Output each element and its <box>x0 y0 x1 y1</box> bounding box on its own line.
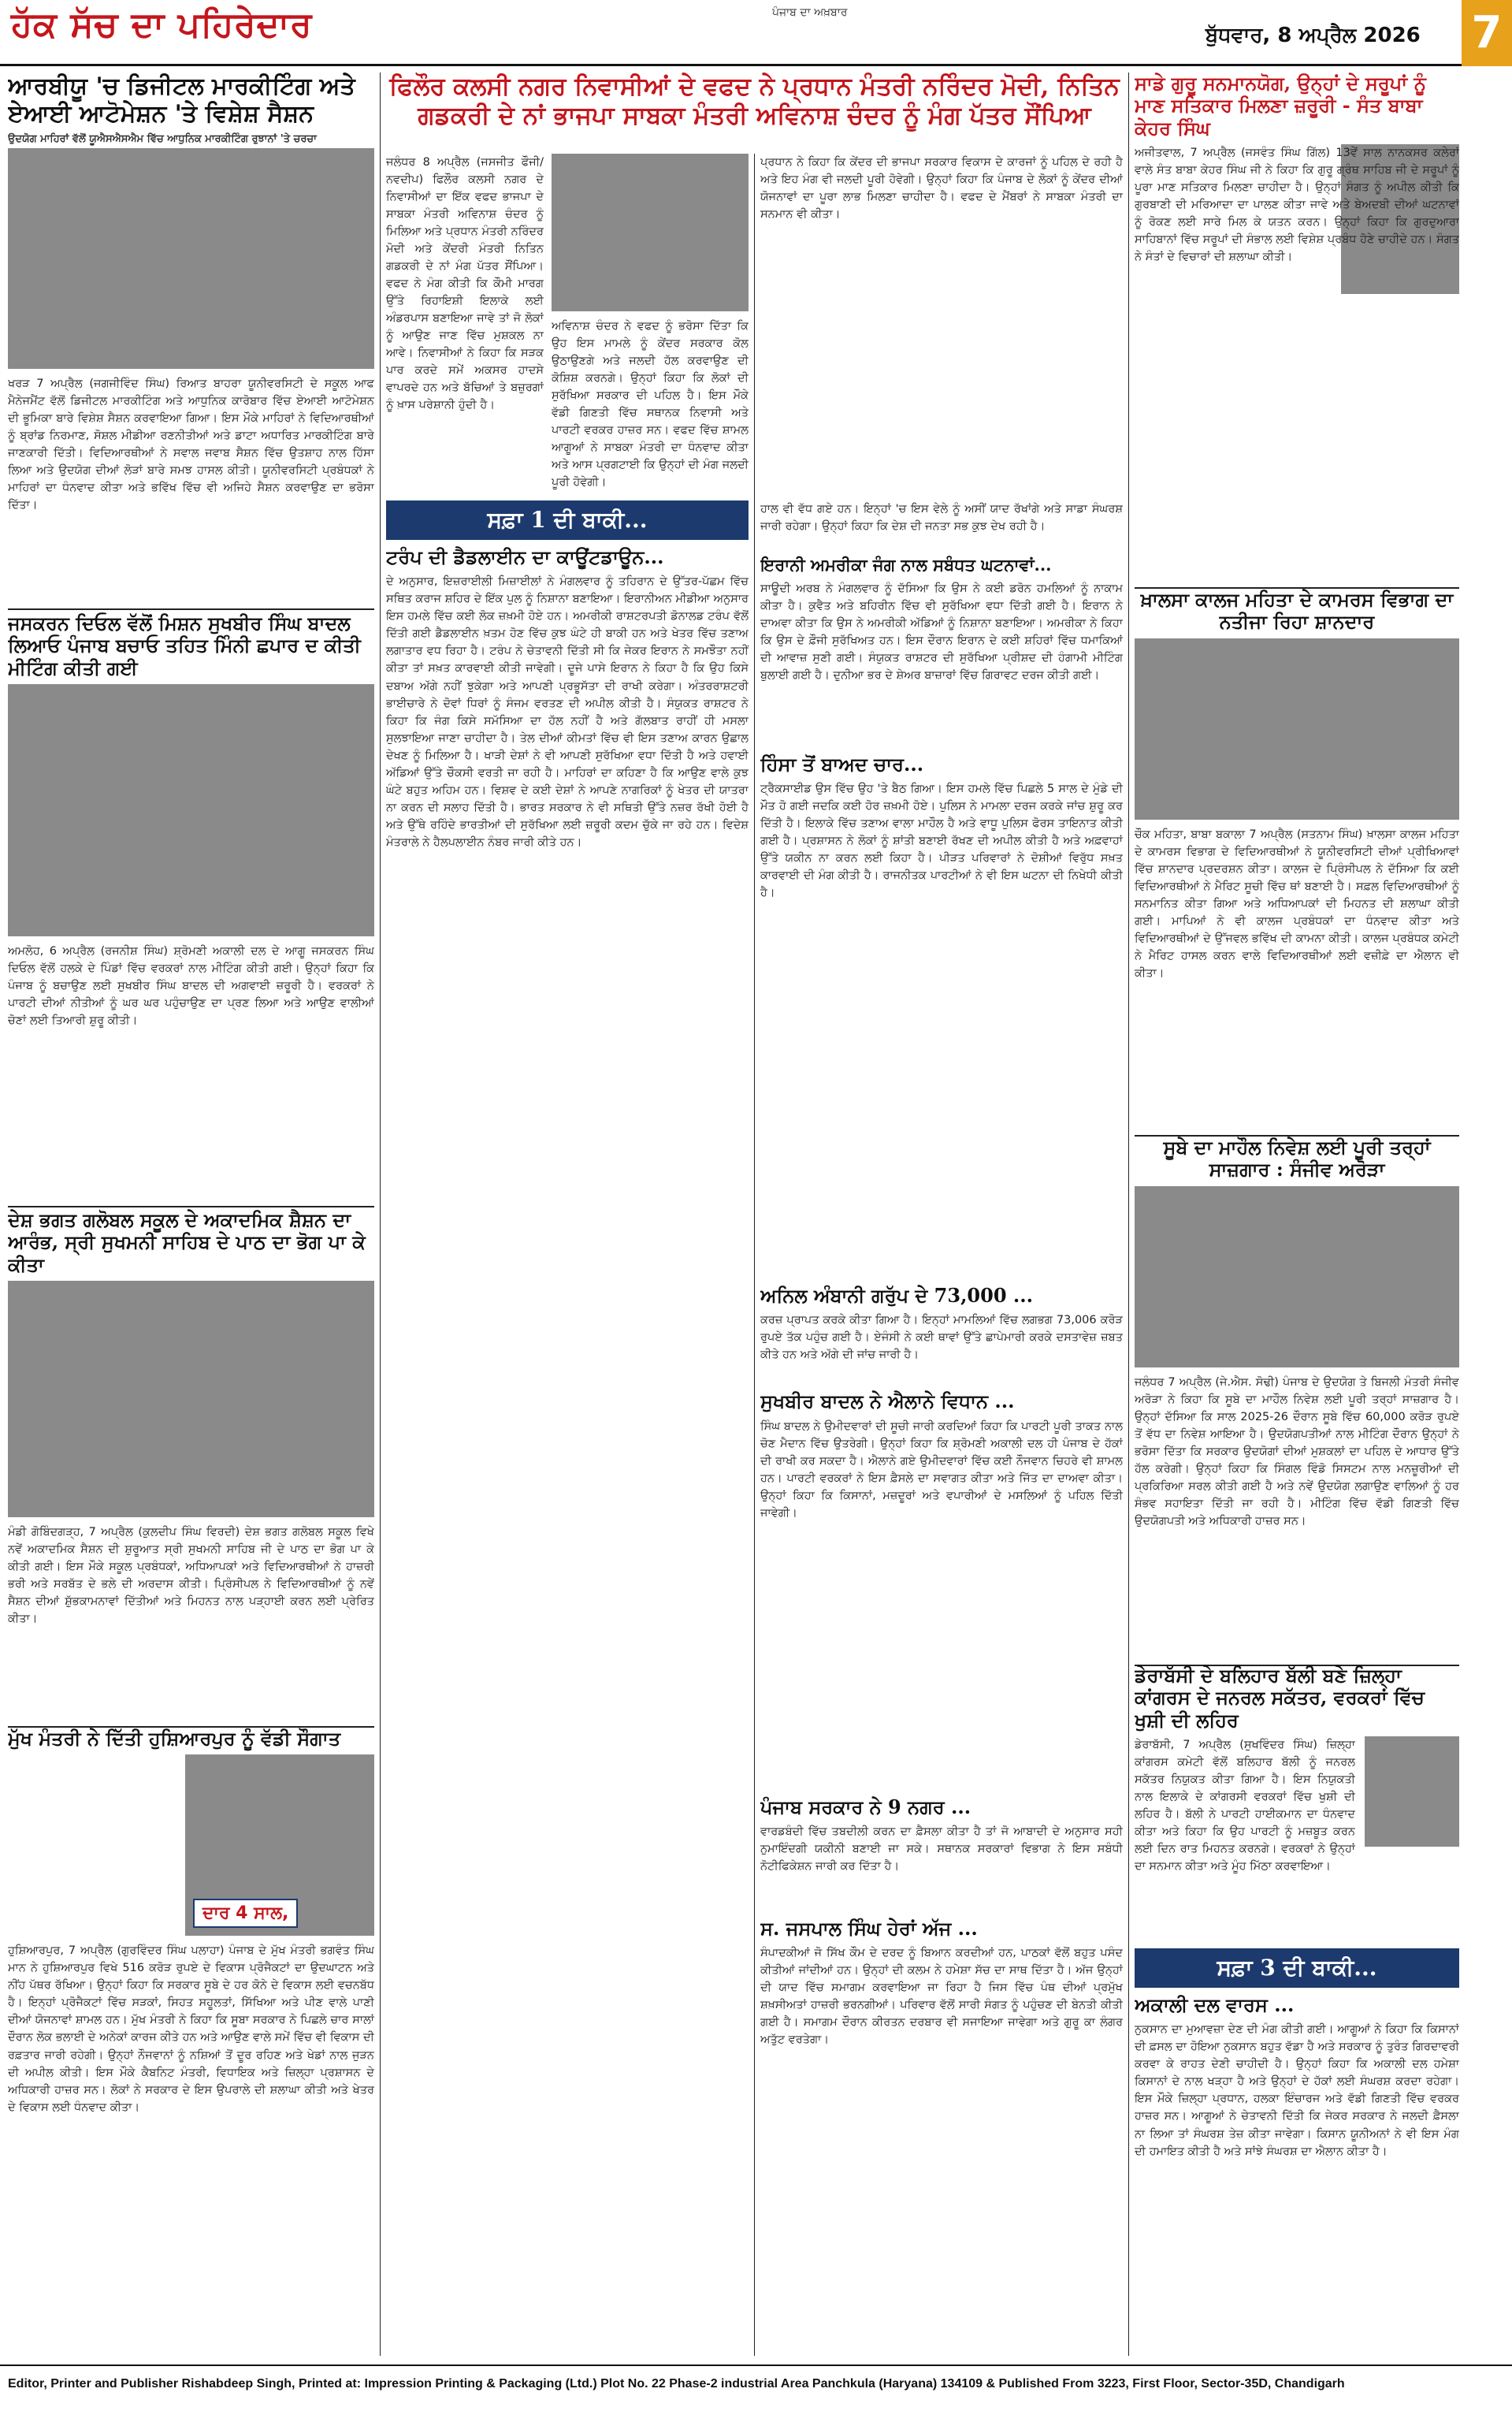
lead-story-left <box>386 154 749 493</box>
subheadline: ਉਦਯੋਗ ਮਾਹਿਰਾਂ ਵੱਲੋਂ ਯੂਐਸਐਸਐਮ ਵਿੱਚ ਆਧੁਨਿਕ ਮਾਰਕੀਟਿੰਗ ਰੁਝਾਨਾਂ 'ਤੇ ਚਰਚਾ <box>8 132 317 145</box>
lead-body-a: ਜਲੰਧਰ 8 ਅਪ੍ਰੈਲ (ਜਸਜੀਤ ਫੌਜੀ/ਨਵਦੀਪ) ਫਿਲੌਰ ਕਲਸੀ ਨਗਰ ਦੇ ਨਿਵਾਸੀਆਂ ਦਾ ਇੱਕ ਵਫਦ ਭਾਜਪਾ ਦੇ ਸਾਬਕਾ ਮੰਤਰੀ ਅਵਿਨਾਸ਼ ਚੰਦਰ ਨੂੰ ਮਿਲਿਆ ਅਤੇ ਪ੍ਰਧਾਨ ਮੰਤਰੀ ਨਰਿੰਦਰ ਮੋਦੀ ਅਤੇ ਕੇਂਦਰੀ ਮੰਤਰੀ ਨਿਤਿਨ ਗਡਕਰੀ ਦੇ ਨਾਂ ਮੰਗ ਪੱਤਰ ਸੌਂਪਿਆ। ਵਫਦ ਨੇ ਮੰਗ ਕੀਤੀ ਕਿ ਕੌਮੀ ਮਾਰਗ ਉੱਤੇ ਰਿਹਾਇਸ਼ੀ ਇਲਾਕੇ ਲਈ ਅੰਡਰਪਾਸ ਬਣਾਇਆ ਜਾਵੇ ਤਾਂ ਜੋ ਲੋਕਾਂ ਨੂੰ ਆਉਣ ਜਾਣ ਵਿੱਚ ਮੁਸ਼ਕਲ ਨਾ ਆਵੇ। ਨਿਵਾਸੀਆਂ ਨੇ ਕਿਹਾ ਕਿ ਸੜਕ ਪਾਰ ਕਰਦੇ ਸਮੇਂ ਅਕਸਰ ਹਾਦਸੇ ਵਾਪਰਦੇ ਹਨ ਅਤੇ ਬੱਚਿਆਂ ਤੇ ਬਜ਼ੁਰਗਾਂ ਨੂੰ ਖ਼ਾਸ ਪਰੇਸ਼ਾਨੀ ਹੁੰਦੀ ਹੈ। <box>386 156 544 412</box>
column-rule <box>1128 73 1129 2356</box>
meeting-photo <box>8 684 374 936</box>
story-body: ਅਮਲੋਹ, 6 ਅਪ੍ਰੈਲ (ਰਜਨੀਸ਼ ਸਿੰਘ) ਸ਼੍ਰੋਮਣੀ ਅਕਾਲੀ ਦਲ ਦੇ ਆਗੂ ਜਸਕਰਨ ਸਿੰਘ ਦਿਓਲ ਵੱਲੋਂ ਹਲਕੇ ਦੇ ਪਿੰਡਾਂ ਵਿੱਚ ਵਰਕਰਾਂ ਨਾਲ ਮੀਟਿੰਗ ਕੀਤੀ ਗਈ। ਉਨ੍ਹਾਂ ਕਿਹਾ ਕਿ ਪੰਜਾਬ ਨੂੰ ਬਚਾਉਣ ਲਈ ਸੁਖਬੀਰ ਸਿੰਘ ਬਾਦਲ ਦੀ ਅਗਵਾਈ ਜ਼ਰੂਰੀ ਹੈ। ਵਰਕਰਾਂ ਨੇ ਪਾਰਟੀ ਦੀਆਂ ਨੀਤੀਆਂ ਨੂੰ ਘਰ ਘਰ ਪਹੁੰਚਾਉਣ ਦਾ ਪ੍ਰਣ ਲਿਆ ਅਤੇ ਆਉਣ ਵਾਲੀਆਂ ਚੋਣਾਂ ਲਈ ਤਿਆਰੀ ਸ਼ੁਰੂ ਕੀਤੀ। <box>8 944 374 1028</box>
newspaper-tagline: ਪੰਜਾਬ ਦਾ ਅਖ਼ਬਾਰ <box>772 6 848 19</box>
divider <box>8 1206 374 1207</box>
divider <box>8 608 374 610</box>
story-congress-secretary <box>1135 1665 1459 1940</box>
story-rbu-session <box>8 73 374 601</box>
column-rule <box>754 154 755 2356</box>
story-sant-baba <box>1135 73 1459 577</box>
column-4 <box>1135 73 1459 2356</box>
page-number-badge: 7 <box>1462 0 1512 66</box>
page1-continuations-right <box>760 500 1123 2356</box>
lead-body-c: ਪ੍ਰਧਾਨ ਨੇ ਕਿਹਾ ਕਿ ਕੇਂਦਰ ਦੀ ਭਾਜਪਾ ਸਰਕਾਰ ਵਿਕਾਸ ਦੇ ਕਾਰਜਾਂ ਨੂੰ ਪਹਿਲ ਦੇ ਰਹੀ ਹੈ ਅਤੇ ਇਹ ਮੰਗ ਵੀ ਜਲਦੀ ਪੂਰੀ ਹੋਵੇਗੀ। ਉਨ੍ਹਾਂ ਕਿਹਾ ਕਿ ਪੰਜਾਬ ਦੇ ਲੋਕਾਂ ਨੂੰ ਕੇਂਦਰ ਦੀਆਂ ਯੋਜਨਾਵਾਂ ਦਾ ਪੂਰਾ ਲਾਭ ਮਿਲਣਾ ਚਾਹੀਦਾ ਹੈ। ਵਫਦ ਦੇ ਮੈਂਬਰਾਂ ਨੇ ਸਾਬਕਾ ਮੰਤਰੀ ਦਾ ਸਨਮਾਨ ਵੀ ਕੀਤਾ। <box>760 156 1123 221</box>
sukhbir-headline: ਸੁਖਬੀਰ ਬਾਦਲ ਨੇ ਐਲਾਨੇ ਵਿਧਾਨ ... <box>760 1390 1015 1413</box>
lead-body-b: ਅਵਿਨਾਸ਼ ਚੰਦਰ ਨੇ ਵਫਦ ਨੂੰ ਭਰੋਸਾ ਦਿੱਤਾ ਕਿ ਉਹ ਇਸ ਮਾਮਲੇ ਨੂੰ ਕੇਂਦਰ ਸਰਕਾਰ ਕੋਲ ਉਠਾਉਣਗੇ ਅਤੇ ਜਲਦੀ ਹੱਲ ਕਰਵਾਉਣ ਦੀ ਕੋਸ਼ਿਸ਼ ਕਰਨਗੇ। ਉਨ੍ਹਾਂ ਕਿਹਾ ਕਿ ਲੋਕਾਂ ਦੀ ਸੁਰੱਖਿਆ ਸਰਕਾਰ ਦੀ ਪਹਿਲ ਹੈ। ਇਸ ਮੌਕੇ ਵੱਡੀ ਗਿਣਤੀ ਵਿੱਚ ਸਥਾਨਕ ਨਿਵਾਸੀ ਅਤੇ ਪਾਰਟੀ ਵਰਕਰ ਹਾਜ਼ਰ ਸਨ। ਵਫਦ ਵਿੱਚ ਸ਼ਾਮਲ ਆਗੂਆਂ ਨੇ ਸਾਬਕਾ ਮੰਤਰੀ ਦਾ ਧੰਨਵਾਦ ਕੀਤਾ ਅਤੇ ਆਸ ਪ੍ਰਗਟਾਈ ਕਿ ਉਨ੍ਹਾਂ ਦੀ ਮੰਗ ਜਲਦੀ ਪੂਰੀ ਹੋਵੇਗੀ। <box>552 320 749 489</box>
column-2 <box>386 154 749 2356</box>
story-body: ਜਲੰਧਰ 7 ਅਪ੍ਰੈਲ (ਜੇ.ਐਸ. ਸੋਢੀ) ਪੰਜਾਬ ਦੇ ਉਦਯੋਗ ਤੇ ਬਿਜਲੀ ਮੰਤਰੀ ਸੰਜੀਵ ਅਰੋੜਾ ਨੇ ਕਿਹਾ ਕਿ ਸੂਬੇ ਦਾ ਮਾਹੌਲ ਨਿਵੇਸ਼ ਲਈ ਪੂਰੀ ਤਰ੍ਹਾਂ ਸਾਜ਼ਗਾਰ ਹੈ। ਉਨ੍ਹਾਂ ਦੱਸਿਆ ਕਿ ਸਾਲ 2025-26 ਦੌਰਾਨ ਸੂਬੇ ਵਿੱਚ 60,000 ਕਰੋੜ ਰੁਪਏ ਤੋਂ ਵੱਧ ਦਾ ਨਿਵੇਸ਼ ਆਇਆ ਹੈ। ਉਦਯੋਗਪਤੀਆਂ ਨਾਲ ਮੀਟਿੰਗ ਦੌਰਾਨ ਉਨ੍ਹਾਂ ਨੇ ਭਰੋਸਾ ਦਿੱਤਾ ਕਿ ਸਰਕਾਰ ਉਦਯੋਗਾਂ ਦੀਆਂ ਮੁਸ਼ਕਲਾਂ ਦਾ ਪਹਿਲ ਦੇ ਆਧਾਰ ਉੱਤੇ ਹੱਲ ਕਰੇਗੀ। ਉਨ੍ਹਾਂ ਕਿਹਾ ਕਿ ਸਿੰਗਲ ਵਿੰਡੋ ਸਿਸਟਮ ਨਾਲ ਮਨਜ਼ੂਰੀਆਂ ਦੀ ਪ੍ਰਕਿਰਿਆ ਸਰਲ ਕੀਤੀ ਗਈ ਹੈ ਅਤੇ ਨਵੇਂ ਉਦਯੋਗ ਲਗਾਉਣ ਵਾਲਿਆਂ ਨੂੰ ਹਰ ਸੰਭਵ ਸਹਾਇਤਾ ਦਿੱਤੀ ਜਾ ਰਹੀ ਹੈ। ਮੀਟਿੰਗ ਵਿੱਚ ਵੱਡੀ ਗਿਣਤੀ ਵਿੱਚ ਉਦਯੋਗਪਤੀ ਅਤੇ ਅਧਿਕਾਰੀ ਹਾਜ਼ਰ ਸਨ। <box>1135 1375 1459 1527</box>
story-body-lead <box>8 1754 177 1936</box>
jaspal-body: ਸੰਪਾਦਕੀਆਂ ਜੋ ਸਿੱਖ ਕੌਮ ਦੇ ਦਰਦ ਨੂੰ ਬਿਆਨ ਕਰਦੀਆਂ ਹਨ, ਪਾਠਕਾਂ ਵੱਲੋਂ ਬਹੁਤ ਪਸੰਦ ਕੀਤੀਆਂ ਜਾਂਦੀਆਂ ਹਨ। ਉਨ੍ਹਾਂ ਦੀ ਕਲਮ ਨੇ ਹਮੇਸ਼ਾ ਸੱਚ ਦਾ ਸਾਥ ਦਿੱਤਾ ਹੈ। ਅੱਜ ਉਨ੍ਹਾਂ ਦੀ ਯਾਦ ਵਿੱਚ ਸਮਾਗਮ ਕਰਵਾਇਆ ਜਾ ਰਿਹਾ ਹੈ ਜਿਸ ਵਿੱਚ ਪੰਥ ਦੀਆਂ ਪ੍ਰਮੁੱਖ ਸ਼ਖ਼ਸੀਅਤਾਂ ਹਾਜ਼ਰੀ ਭਰਨਗੀਆਂ। ਪਰਿਵਾਰ ਵੱਲੋਂ ਸਾਰੀ ਸੰਗਤ ਨੂੰ ਪਹੁੰਚਣ ਦੀ ਬੇਨਤੀ ਕੀਤੀ ਗਈ ਹੈ। ਸਮਾਗਮ ਦੌਰਾਨ ਕੀਰਤਨ ਦਰਬਾਰ ਵੀ ਸਜਾਇਆ ਜਾਵੇਗਾ ਅਤੇ ਗੁਰੂ ਕਾ ਲੰਗਰ ਅਤੁੱਟ ਵਰਤੇਗਾ। <box>760 1947 1123 2047</box>
trump-deadline-headline: ਟਰੰਪ ਦੀ ਡੈਡਲਾਈਨ ਦਾ ਕਾਊਂਟਡਾਊਨ... <box>386 545 664 568</box>
violence-body: ਟ੍ਰੈਕਸਾਈਡ ਉਸ ਵਿੱਚ ਉਹ 'ਤੇ ਬੈਠ ਗਿਆ। ਇਸ ਹਮਲੇ ਵਿੱਚ ਪਿਛਲੇ 5 ਸਾਲ ਦੇ ਮੁੰਡੇ ਦੀ ਮੌਤ ਹੋ ਗਈ ਜਦਕਿ ਕਈ ਹੋਰ ਜ਼ਖ਼ਮੀ ਹੋਏ। ਪੁਲਿਸ ਨੇ ਮਾਮਲਾ ਦਰਜ ਕਰਕੇ ਜਾਂਚ ਸ਼ੁਰੂ ਕਰ ਦਿੱਤੀ ਹੈ। ਇਲਾਕੇ ਵਿੱਚ ਤਣਾਅ ਵਾਲਾ ਮਾਹੌਲ ਹੈ ਅਤੇ ਵਾਧੂ ਪੁਲਿਸ ਫੋਰਸ ਤਾਇਨਾਤ ਕੀਤੀ ਗਈ ਹੈ। ਪ੍ਰਸ਼ਾਸਨ ਨੇ ਲੋਕਾਂ ਨੂੰ ਸ਼ਾਂਤੀ ਬਣਾਈ ਰੱਖਣ ਦੀ ਅਪੀਲ ਕੀਤੀ ਹੈ ਅਤੇ ਅਫ਼ਵਾਹਾਂ ਉੱਤੇ ਯਕੀਨ ਨਾ ਕਰਨ ਲਈ ਕਿਹਾ ਹੈ। ਪੀੜਤ ਪਰਿਵਾਰਾਂ ਨੇ ਦੋਸ਼ੀਆਂ ਵਿਰੁੱਧ ਸਖ਼ਤ ਕਾਰਵਾਈ ਦੀ ਮੰਗ ਕੀਤੀ ਹੈ। ਰਾਜਨੀਤਕ ਪਾਰਟੀਆਂ ਨੇ ਵੀ ਇਸ ਘਟਨਾ ਦੀ ਨਿਖੇਧੀ ਕੀਤੀ ਹੈ। <box>760 783 1123 900</box>
column-1 <box>8 73 374 2356</box>
portrait-photo <box>1365 1736 1459 1847</box>
headline: ਆਰਬੀਯੂ 'ਚ ਡਿਜੀਟਲ ਮਾਰਕੀਟਿੰਗ ਅਤੇ ਏਆਈ ਆਟੋਮੇਸ਼ਨ 'ਤੇ ਵਿਸ਼ੇਸ਼ ਸੈਸ਼ਨ <box>8 73 355 128</box>
jaspal-headline: ਸ. ਜਸਪਾਲ ਸਿੰਘ ਹੇਰਾਂ ਅੱਜ ... <box>760 1917 978 1940</box>
story-sanjeev-arora <box>1135 1137 1459 1657</box>
story-body: ਖਰੜ 7 ਅਪ੍ਰੈਲ (ਜਗਜੀਵਿੰਦ ਸਿੰਘ) ਰਿਆਤ ਬਾਹਰਾ ਯੂਨੀਵਰਸਿਟੀ ਦੇ ਸਕੂਲ ਆਫ ਮੈਨੇਜਮੈਂਟ ਵੱਲੋਂ ਡਿਜੀਟਲ ਮਾਰਕੀਟਿੰਗ ਅਤੇ ਆਧੁਨਿਕ ਕਾਰੋਬਾਰ ਵਿੱਚ ਏਆਈ ਆਟੋਮੇਸ਼ਨ ਦੀ ਭੂਮਿਕਾ ਬਾਰੇ ਵਿਸ਼ੇਸ਼ ਸੈਸ਼ਨ ਕਰਵਾਇਆ ਗਿਆ। ਇਸ ਮੌਕੇ ਮਾਹਿਰਾਂ ਨੇ ਵਿਦਿਆਰਥੀਆਂ ਨੂੰ ਬ੍ਰਾਂਡ ਨਿਰਮਾਣ, ਸੋਸ਼ਲ ਮੀਡੀਆ ਰਣਨੀਤੀਆਂ ਅਤੇ ਡਾਟਾ ਅਧਾਰਿਤ ਮਾਰਕੀਟਿੰਗ ਬਾਰੇ ਜਾਣਕਾਰੀ ਦਿੱਤੀ। ਵਿਦਿਆਰਥੀਆਂ ਨੇ ਸਵਾਲ ਜਵਾਬ ਸੈਸ਼ਨ ਵਿੱਚ ਉਤਸ਼ਾਹ ਨਾਲ ਹਿੱਸਾ ਲਿਆ ਅਤੇ ਉਦਯੋਗ ਦੀਆਂ ਲੋੜਾਂ ਬਾਰੇ ਸਮਝ ਹਾਸਲ ਕੀਤੀ। ਯੂਨੀਵਰਸਿਟੀ ਪ੍ਰਬੰਧਕਾਂ ਨੇ ਮਾਹਿਰਾਂ ਦਾ ਧੰਨਵਾਦ ਕੀਤਾ ਅਤੇ ਭਵਿੱਖ ਵਿੱਚ ਵੀ ਅਜਿਹੇ ਸੈਸ਼ਨ ਕਰਵਾਉਣ ਦਾ ਭਰੋਸਾ ਦਿੱਤਾ। <box>8 377 374 512</box>
continuation-text: ਹਾਲ ਵੀ ਵੱਧ ਗਏ ਹਨ। ਇਨ੍ਹਾਂ 'ਚ ਇਸ ਵੇਲੇ ਨੂੰ ਅਸੀਂ ਯਾਦ ਰੱਖਾਂਗੇ ਅਤੇ ਸਾਡਾ ਸੰਘਰਸ਼ ਜਾਰੀ ਰਹੇਗਾ। ਉਨ੍ਹਾਂ ਕਿਹਾ ਕਿ ਦੇਸ਼ ਦੀ ਜਨਤਾ ਸਭ ਕੁਝ ਦੇਖ ਰਹੀ ਹੈ। <box>760 503 1123 534</box>
headline: ਜਸਕਰਨ ਦਿਓਲ ਵੱਲੋਂ ਮਿਸ਼ਨ ਸੁਖਬੀਰ ਸਿੰਘ ਬਾਦਲ ਲਿਆਓ ਪੰਜਾਬ ਬਚਾਓ ਤਹਿਤ ਮਿੰਨੀ ਛਪਾਰ ਦ ਕੀਤੀ ਮੀਟਿੰਗ ਕੀਤੀ ਗਈ <box>8 612 361 679</box>
nagar-body: ਵਾਰਡਬੰਦੀ ਵਿੱਚ ਤਬਦੀਲੀ ਕਰਨ ਦਾ ਫ਼ੈਸਲਾ ਕੀਤਾ ਹੈ ਤਾਂ ਜੋ ਆਬਾਦੀ ਦੇ ਅਨੁਸਾਰ ਸਹੀ ਨੁਮਾਇੰਦਗੀ ਯਕੀਨੀ ਬਣਾਈ ਜਾ ਸਕੇ। ਸਥਾਨਕ ਸਰਕਾਰਾਂ ਵਿਭਾਗ ਨੇ ਇਸ ਸਬੰਧੀ ਨੋਟੀਫਿਕੇਸ਼ਨ ਜਾਰੀ ਕਰ ਦਿੱਤਾ ਹੈ। <box>760 1825 1123 1873</box>
story-body: ਡੇਰਾਬੱਸੀ, 7 ਅਪ੍ਰੈਲ (ਸੁਖਵਿੰਦਰ ਸਿੰਘ) ਜ਼ਿਲ੍ਹਾ ਕਾਂਗਰਸ ਕਮੇਟੀ ਵੱਲੋਂ ਬਲਿਹਾਰ ਬੱਲੀ ਨੂੰ ਜਨਰਲ ਸਕੱਤਰ ਨਿਯੁਕਤ ਕੀਤਾ ਗਿਆ ਹੈ। ਇਸ ਨਿਯੁਕਤੀ ਨਾਲ ਇਲਾਕੇ ਦੇ ਕਾਂਗਰਸੀ ਵਰਕਰਾਂ ਵਿੱਚ ਖੁਸ਼ੀ ਦੀ ਲਹਿਰ ਹੈ। ਬੱਲੀ ਨੇ ਪਾਰਟੀ ਹਾਈਕਮਾਨ ਦਾ ਧੰਨਵਾਦ ਕੀਤਾ ਅਤੇ ਕਿਹਾ ਕਿ ਉਹ ਪਾਰਟੀ ਨੂੰ ਮਜ਼ਬੂਤ ਕਰਨ ਲਈ ਦਿਨ ਰਾਤ ਮਿਹਨਤ ਕਰਨਗੇ। ਵਰਕਰਾਂ ਨੇ ਉਨ੍ਹਾਂ ਦਾ ਸਨਮਾਨ ਕੀਤਾ ਅਤੇ ਮੂੰਹ ਮਿੱਠਾ ਕਰਵਾਇਆ। <box>1135 1738 1355 1873</box>
event-stage-photo <box>1135 1186 1459 1367</box>
continued-from-page-1-banner: ਸਫ਼ਾ 1 ਦੀ ਬਾਕੀ... <box>386 500 749 540</box>
cm-photo <box>185 1754 374 1936</box>
story-cm-hoshiarpur <box>8 1728 374 2354</box>
trump-deadline-body: ਦੇ ਅਨੁਸਾਰ, ਇਜ਼ਰਾਈਲੀ ਮਿਜ਼ਾਈਲਾਂ ਨੇ ਮੰਗਲਵਾਰ ਨੂੰ ਤਹਿਰਾਨ ਦੇ ਉੱਤਰ-ਪੱਛਮ ਵਿੱਚ ਸਥਿਤ ਕਰਾਜ ਸ਼ਹਿਰ ਦੇ ਇੱਕ ਪੁਲ ਨੂੰ ਨਿਸ਼ਾਨਾ ਬਣਾਇਆ। ਇਰਾਨੀਅਨ ਮੀਡੀਆ ਅਨੁਸਾਰ ਇਸ ਹਮਲੇ ਵਿੱਚ ਕਈ ਲੋਕ ਜ਼ਖ਼ਮੀ ਹੋਏ ਹਨ। ਅਮਰੀਕੀ ਰਾਸ਼ਟਰਪਤੀ ਡੋਨਾਲਡ ਟਰੰਪ ਵੱਲੋਂ ਦਿੱਤੀ ਗਈ ਡੈਡਲਾਈਨ ਖ਼ਤਮ ਹੋਣ ਵਿੱਚ ਕੁਝ ਘੰਟੇ ਹੀ ਬਾਕੀ ਹਨ ਅਤੇ ਖੇਤਰ ਵਿੱਚ ਤਣਾਅ ਲਗਾਤਾਰ ਵਧ ਰਿਹਾ ਹੈ। ਟਰੰਪ ਨੇ ਚੇਤਾਵਨੀ ਦਿੱਤੀ ਸੀ ਕਿ ਜੇਕਰ ਇਰਾਨ ਨੇ ਸਮਝੌਤਾ ਨਹੀਂ ਕੀਤਾ ਤਾਂ ਸਖ਼ਤ ਕਾਰਵਾਈ ਕੀਤੀ ਜਾਵੇਗੀ। ਦੂਜੇ ਪਾਸੇ ਇਰਾਨ ਨੇ ਕਿਹਾ ਹੈ ਕਿ ਉਹ ਕਿਸੇ ਦਬਾਅ ਅੱਗੇ ਨਹੀਂ ਝੁਕੇਗਾ ਅਤੇ ਆਪਣੀ ਪ੍ਰਭੂਸੱਤਾ ਦੀ ਰਾਖੀ ਕਰੇਗਾ। ਅੰਤਰਰਾਸ਼ਟਰੀ ਭਾਈਚਾਰੇ ਨੇ ਦੋਵਾਂ ਧਿਰਾਂ ਨੂੰ ਸੰਜਮ ਵਰਤਣ ਦੀ ਅਪੀਲ ਕੀਤੀ ਹੈ। ਸੰਯੁਕਤ ਰਾਸ਼ਟਰ ਨੇ ਕਿਹਾ ਕਿ ਜੰਗ ਕਿਸੇ ਸਮੱਸਿਆ ਦਾ ਹੱਲ ਨਹੀਂ ਹੈ ਅਤੇ ਗੱਲਬਾਤ ਰਾਹੀਂ ਹੀ ਮਸਲਾ ਸੁਲਝਾਇਆ ਜਾਣਾ ਚਾਹੀਦਾ ਹੈ। ਤੇਲ ਦੀਆਂ ਕੀਮਤਾਂ ਵਿੱਚ ਵੀ ਇਸ ਤਣਾਅ ਕਾਰਨ ਉਛਾਲ ਦੇਖਣ ਨੂੰ ਮਿਲਿਆ ਹੈ। ਖਾੜੀ ਦੇਸ਼ਾਂ ਨੇ ਵੀ ਆਪਣੀ ਸੁਰੱਖਿਆ ਵਧਾ ਦਿੱਤੀ ਹੈ ਅਤੇ ਹਵਾਈ ਅੱਡਿਆਂ ਉੱਤੇ ਚੌਕਸੀ ਵਰਤੀ ਜਾ ਰਹੀ ਹੈ। ਮਾਹਿਰਾਂ ਦਾ ਕਹਿਣਾ ਹੈ ਕਿ ਆਉਣ ਵਾਲੇ ਕੁਝ ਘੰਟੇ ਬਹੁਤ ਅਹਿਮ ਹਨ। ਵਿਸ਼ਵ ਦੇ ਕਈ ਦੇਸ਼ਾਂ ਨੇ ਆਪਣੇ ਨਾਗਰਿਕਾਂ ਨੂੰ ਖੇਤਰ ਦੀ ਯਾਤਰਾ ਨਾ ਕਰਨ ਦੀ ਸਲਾਹ ਦਿੱਤੀ ਹੈ। ਭਾਰਤ ਸਰਕਾਰ ਨੇ ਵੀ ਸਥਿਤੀ ਉੱਤੇ ਨਜ਼ਰ ਰੱਖੀ ਹੋਈ ਹੈ ਅਤੇ ਉੱਥੇ ਰਹਿੰਦੇ ਭਾਰਤੀਆਂ ਦੀ ਸੁਰੱਖਿਆ ਲਈ ਜ਼ਰੂਰੀ ਕਦਮ ਚੁੱਕੇ ਜਾ ਰਹੇ ਹਨ। ਵਿਦੇਸ਼ ਮੰਤਰਾਲੇ ਨੇ ਹੈਲਪਲਾਈਨ ਨੰਬਰ ਜਾਰੀ ਕੀਤੇ ਹਨ। <box>386 575 749 849</box>
delegation-photo <box>552 154 749 311</box>
akali-headline: ਅਕਾਲੀ ਦਲ ਵਾਰਸ ... <box>1135 1993 1295 2016</box>
imprint-footer: Editor, Printer and Publisher Rishabdeep Singh, Printed at: Impression Printing & Packaging (Ltd.) Plot No. 22 Phase-2 industrial Area Panchkula (Haryana) 134109 & Published From 3223, First Floor, Sector-35D, Chandigarh <box>0 2364 1512 2411</box>
story-body: ਅਜੀਤਵਾਲ, 7 ਅਪ੍ਰੈਲ (ਜਸਵੰਤ ਸਿੰਘ ਗਿੱਲ) 13ਵੇਂ ਸਾਲ ਨਾਨਕਸਰ ਕਲੇਰਾਂ ਵਾਲੇ ਸੰਤ ਬਾਬਾ ਕੇਹਰ ਸਿੰਘ ਜੀ ਨੇ ਕਿਹਾ ਕਿ ਗੁਰੂ ਗ੍ਰੰਥ ਸਾਹਿਬ ਜੀ ਦੇ ਸਰੂਪਾਂ ਨੂੰ ਪੂਰਾ ਮਾਣ ਸਤਿਕਾਰ ਮਿਲਣਾ ਚਾਹੀਦਾ ਹੈ। ਉਨ੍ਹਾਂ ਸੰਗਤ ਨੂੰ ਅਪੀਲ ਕੀਤੀ ਕਿ ਗੁਰਬਾਣੀ ਦੀ ਮਰਿਆਦਾ ਦਾ ਪਾਲਣ ਕੀਤਾ ਜਾਵੇ ਅਤੇ ਬੇਅਦਬੀ ਦੀਆਂ ਘਟਨਾਵਾਂ ਨੂੰ ਰੋਕਣ ਲਈ ਸਾਰੇ ਮਿਲ ਕੇ ਯਤਨ ਕਰਨ। ਉਨ੍ਹਾਂ ਕਿਹਾ ਕਿ ਗੁਰਦੁਆਰਾ ਸਾਹਿਬਾਨਾਂ ਵਿੱਚ ਸਰੂਪਾਂ ਦੀ ਸੰਭਾਲ ਲਈ ਵਿਸ਼ੇਸ਼ ਪ੍ਰਬੰਧ ਹੋਣੇ ਚਾਹੀਦੇ ਹਨ। ਸੰਗਤ ਨੇ ਸੰਤਾਂ ਦੇ ਵਿਚਾਰਾਂ ਦੀ ਸ਼ਲਾਘਾ ਕੀਤੀ। <box>1135 146 1459 264</box>
column-3 <box>760 154 1123 2356</box>
story-school-session <box>8 1209 374 1713</box>
story-jaskaran-meeting <box>8 612 374 1196</box>
headline: ਸਾਡੇ ਗੁਰੂ ਸਨਮਾਨਯੋਗ, ਉਨ੍ਹਾਂ ਦੇ ਸਰੂਪਾਂ ਨੂੰ ਮਾਣ ਸਤਿਕਾਰ ਮਿਲਣਾ ਜ਼ਰੂਰੀ - ਸੰਤ ਬਾਬਾ ਕੇਹਰ ਸਿੰਘ <box>1135 73 1426 140</box>
issue-date: ਬੁੱਧਵਾਰ, 8 ਅਪ੍ਰੈਲ 2026 <box>1206 24 1421 47</box>
akali-body: ਨੁਕਸਾਨ ਦਾ ਮੁਆਵਜ਼ਾ ਦੇਣ ਦੀ ਮੰਗ ਕੀਤੀ ਗਈ। ਆਗੂਆਂ ਨੇ ਕਿਹਾ ਕਿ ਕਿਸਾਨਾਂ ਦੀ ਫ਼ਸਲ ਦਾ ਹੋਇਆ ਨੁਕਸਾਨ ਬਹੁਤ ਵੱਡਾ ਹੈ ਅਤੇ ਸਰਕਾਰ ਨੂੰ ਤੁਰੰਤ ਗਿਰਦਾਵਰੀ ਕਰਵਾ ਕੇ ਰਾਹਤ ਦੇਣੀ ਚਾਹੀਦੀ ਹੈ। ਉਨ੍ਹਾਂ ਕਿਹਾ ਕਿ ਅਕਾਲੀ ਦਲ ਹਮੇਸ਼ਾ ਕਿਸਾਨਾਂ ਦੇ ਨਾਲ ਖੜ੍ਹਾ ਹੈ ਅਤੇ ਉਨ੍ਹਾਂ ਦੇ ਹੱਕਾਂ ਲਈ ਸੰਘਰਸ਼ ਕਰਦਾ ਰਹੇਗਾ। ਇਸ ਮੌਕੇ ਜ਼ਿਲ੍ਹਾ ਪ੍ਰਧਾਨ, ਹਲਕਾ ਇੰਚਾਰਜ ਅਤੇ ਵੱਡੀ ਗਿਣਤੀ ਵਿੱਚ ਵਰਕਰ ਹਾਜ਼ਰ ਸਨ। ਆਗੂਆਂ ਨੇ ਚੇਤਾਵਨੀ ਦਿੱਤੀ ਕਿ ਜੇਕਰ ਸਰਕਾਰ ਨੇ ਜਲਦੀ ਫ਼ੈਸਲਾ ਨਾ ਲਿਆ ਤਾਂ ਸੰਘਰਸ਼ ਤੇਜ਼ ਕੀਤਾ ਜਾਵੇਗਾ। ਕਿਸਾਨ ਯੂਨੀਅਨਾਂ ਨੇ ਵੀ ਇਸ ਮੰਗ ਦੀ ਹਮਾਇਤ ਕੀਤੀ ਹੈ ਅਤੇ ਸਾਂਝੇ ਸੰਘਰਸ਼ ਦਾ ਐਲਾਨ ਕੀਤਾ ਹੈ। <box>1135 2023 1459 2158</box>
iran-war-body: ਸਾਊਦੀ ਅਰਬ ਨੇ ਮੰਗਲਵਾਰ ਨੂੰ ਦੱਸਿਆ ਕਿ ਉਸ ਨੇ ਕਈ ਡਰੋਨ ਹਮਲਿਆਂ ਨੂੰ ਨਾਕਾਮ ਕੀਤਾ ਹੈ। ਕੁਵੈਤ ਅਤੇ ਬਹਿਰੀਨ ਵਿੱਚ ਵੀ ਸੁਰੱਖਿਆ ਵਧਾ ਦਿੱਤੀ ਗਈ ਹੈ। ਇਰਾਨ ਨੇ ਦਾਅਵਾ ਕੀਤਾ ਕਿ ਉਸ ਨੇ ਅਮਰੀਕੀ ਅੱਡਿਆਂ ਨੂੰ ਨਿਸ਼ਾਨਾ ਬਣਾਇਆ। ਅਮਰੀਕਾ ਨੇ ਕਿਹਾ ਕਿ ਉਸ ਦੇ ਫ਼ੌਜੀ ਸੁਰੱਖਿਅਤ ਹਨ। ਇਸ ਦੌਰਾਨ ਇਰਾਨ ਦੇ ਕਈ ਸ਼ਹਿਰਾਂ ਵਿੱਚ ਧਮਾਕਿਆਂ ਦੀ ਆਵਾਜ਼ ਸੁਣੀ ਗਈ। ਸੰਯੁਕਤ ਰਾਸ਼ਟਰ ਦੀ ਸੁਰੱਖਿਆ ਪ੍ਰੀਸ਼ਦ ਦੀ ਹੰਗਾਮੀ ਮੀਟਿੰਗ ਬੁਲਾਈ ਗਈ ਹੈ। ਦੁਨੀਆ ਭਰ ਦੇ ਸ਼ੇਅਰ ਬਾਜ਼ਾਰਾਂ ਵਿੱਚ ਗਿਰਾਵਟ ਦਰਜ ਕੀਤੀ ਗਈ। <box>760 582 1123 682</box>
story-body: ਚੌਕ ਮਹਿਤਾ, ਬਾਬਾ ਬਕਾਲਾ 7 ਅਪ੍ਰੈਲ (ਸਤਨਾਮ ਸਿੰਘ) ਖ਼ਾਲਸਾ ਕਾਲਜ ਮਹਿਤਾ ਦੇ ਕਾਮਰਸ ਵਿਭਾਗ ਦੇ ਵਿਦਿਆਰਥੀਆਂ ਨੇ ਯੂਨੀਵਰਸਿਟੀ ਦੀਆਂ ਪ੍ਰੀਖਿਆਵਾਂ ਵਿੱਚ ਸ਼ਾਨਦਾਰ ਪ੍ਰਦਰਸ਼ਨ ਕੀਤਾ। ਕਾਲਜ ਦੇ ਪ੍ਰਿੰਸੀਪਲ ਨੇ ਦੱਸਿਆ ਕਿ ਕਈ ਵਿਦਿਆਰਥੀਆਂ ਨੇ ਮੈਰਿਟ ਸੂਚੀ ਵਿੱਚ ਥਾਂ ਬਣਾਈ ਹੈ। ਸਫ਼ਲ ਵਿਦਿਆਰਥੀਆਂ ਨੂੰ ਸਨਮਾਨਿਤ ਕੀਤਾ ਗਿਆ ਅਤੇ ਅਧਿਆਪਕਾਂ ਦੀ ਮਿਹਨਤ ਦੀ ਸ਼ਲਾਘਾ ਕੀਤੀ ਗਈ। ਮਾਪਿਆਂ ਨੇ ਵੀ ਕਾਲਜ ਪ੍ਰਬੰਧਕਾਂ ਦਾ ਧੰਨਵਾਦ ਕੀਤਾ ਅਤੇ ਵਿਦਿਆਰਥੀਆਂ ਦੇ ਉੱਜਵਲ ਭਵਿੱਖ ਦੀ ਕਾਮਨਾ ਕੀਤੀ। ਕਾਲਜ ਪ੍ਰਬੰਧਕ ਕਮੇਟੀ ਨੇ ਮੈਰਿਟ ਹਾਸਲ ਕਰਨ ਵਾਲੇ ਵਿਦਿਆਰਥੀਆਂ ਲਈ ਵਜ਼ੀਫ਼ੇ ਦਾ ਐਲਾਨ ਵੀ ਕੀਤਾ। <box>1135 828 1459 980</box>
lead-headline-block <box>386 73 1123 147</box>
lead-story-right <box>760 154 1123 493</box>
masthead <box>0 0 1512 66</box>
students-photo <box>1135 638 1459 820</box>
headline: ਡੇਰਾਬੱਸੀ ਦੇ ਬਲਿਹਾਰ ਬੱਲੀ ਬਣੇ ਜ਼ਿਲ੍ਹਾ ਕਾਂਗਰਸ ਦੇ ਜਨਰਲ ਸਕੱਤਰ, ਵਰਕਰਾਂ ਵਿੱਚ ਖੁਸ਼ੀ ਦੀ ਲਹਿਰ <box>1135 1665 1425 1732</box>
nagar-headline: ਪੰਜਾਬ ਸਰਕਾਰ ਨੇ 9 ਨਗਰ ... <box>760 1795 971 1818</box>
page1-continuations <box>386 500 749 2356</box>
ambani-body: ਕਰਜ਼ ਪ੍ਰਾਪਤ ਕਰਕੇ ਕੀਤਾ ਗਿਆ ਹੈ। ਇਨ੍ਹਾਂ ਮਾਮਲਿਆਂ ਵਿੱਚ ਲਗਭਗ 73,006 ਕਰੋੜ ਰੁਪਏ ਤੱਕ ਪਹੁੰਚ ਗਈ ਹੈ। ਏਜੰਸੀ ਨੇ ਕਈ ਥਾਵਾਂ ਉੱਤੇ ਛਾਪੇਮਾਰੀ ਕਰਕੇ ਦਸਤਾਵੇਜ਼ ਜ਼ਬਤ ਕੀਤੇ ਹਨ ਅਤੇ ਅੱਗੇ ਦੀ ਜਾਂਚ ਜਾਰੀ ਹੈ। <box>760 1314 1123 1362</box>
newspaper-title: ਹੱਕ ਸੱਚ ਦਾ ਪਹਿਰੇਦਾਰ <box>11 5 313 45</box>
headline: ਸੂਬੇ ਦਾ ਮਾਹੌਲ ਨਿਵੇਸ਼ ਲਈ ਪੂਰੀ ਤਰ੍ਹਾਂ ਸਾਜ਼ਗਾਰ : ਸੰਜੀਵ ਅਰੋੜਾ <box>1163 1137 1431 1181</box>
story-khalsa-college <box>1135 589 1459 1125</box>
continued-from-page-3-banner: ਸਫ਼ਾ 3 ਦੀ ਬਾਕੀ... <box>1135 1948 1459 1988</box>
seminar-photo <box>8 148 374 369</box>
story-body: ਹੁਸ਼ਿਆਰਪੁਰ, 7 ਅਪ੍ਰੈਲ (ਗੁਰਵਿੰਦਰ ਸਿੰਘ ਪਲਾਹਾ) ਪੰਜਾਬ ਦੇ ਮੁੱਖ ਮੰਤਰੀ ਭਗਵੰਤ ਸਿੰਘ ਮਾਨ ਨੇ ਹੁਸ਼ਿਆਰਪੁਰ ਵਿਖੇ 516 ਕਰੋੜ ਰੁਪਏ ਦੇ ਵਿਕਾਸ ਪ੍ਰੋਜੈਕਟਾਂ ਦਾ ਉਦਘਾਟਨ ਅਤੇ ਨੀਂਹ ਪੱਥਰ ਰੱਖਿਆ। ਉਨ੍ਹਾਂ ਕਿਹਾ ਕਿ ਸਰਕਾਰ ਸੂਬੇ ਦੇ ਹਰ ਕੋਨੇ ਦੇ ਵਿਕਾਸ ਲਈ ਵਚਨਬੱਧ ਹੈ। ਇਨ੍ਹਾਂ ਪ੍ਰੋਜੈਕਟਾਂ ਵਿੱਚ ਸੜਕਾਂ, ਸਿਹਤ ਸਹੂਲਤਾਂ, ਸਿੱਖਿਆ ਅਤੇ ਪੀਣ ਵਾਲੇ ਪਾਣੀ ਦੀਆਂ ਯੋਜਨਾਵਾਂ ਸ਼ਾਮਲ ਹਨ। ਮੁੱਖ ਮੰਤਰੀ ਨੇ ਕਿਹਾ ਕਿ ਸੂਬਾ ਸਰਕਾਰ ਨੇ ਪਿਛਲੇ ਚਾਰ ਸਾਲਾਂ ਦੌਰਾਨ ਲੋਕ ਭਲਾਈ ਦੇ ਅਨੇਕਾਂ ਕਾਰਜ ਕੀਤੇ ਹਨ ਅਤੇ ਆਉਣ ਵਾਲੇ ਸਮੇਂ ਵਿੱਚ ਵੀ ਵਿਕਾਸ ਦੀ ਰਫ਼ਤਾਰ ਜਾਰੀ ਰਹੇਗੀ। ਉਨ੍ਹਾਂ ਨੌਜਵਾਨਾਂ ਨੂੰ ਨਸ਼ਿਆਂ ਤੋਂ ਦੂਰ ਰਹਿਣ ਅਤੇ ਖੇਡਾਂ ਨਾਲ ਜੁੜਨ ਦੀ ਅਪੀਲ ਕੀਤੀ। ਇਸ ਮੌਕੇ ਕੈਬਨਿਟ ਮੰਤਰੀ, ਵਿਧਾਇਕ ਅਤੇ ਜ਼ਿਲ੍ਹਾ ਪ੍ਰਸ਼ਾਸਨ ਦੇ ਅਧਿਕਾਰੀ ਹਾਜ਼ਰ ਸਨ। ਲੋਕਾਂ ਨੇ ਸਰਕਾਰ ਦੇ ਇਸ ਉਪਰਾਲੇ ਦੀ ਸ਼ਲਾਘਾ ਕੀਤੀ ਅਤੇ ਖੇਤਰ ਦੇ ਵਿਕਾਸ ਲਈ ਧੰਨਵਾਦ ਕੀਤਾ। <box>8 1944 374 2114</box>
page3-continuations <box>1135 1948 1459 2356</box>
ambani-headline: ਅਨਿਲ ਅੰਬਾਨੀ ਗਰੁੱਪ ਦੇ 73,000 ... <box>760 1284 1033 1308</box>
poster-caption: ਦਾਰ 4 ਸਾਲ, <box>193 1899 298 1928</box>
headline: ਦੇਸ਼ ਭਗਤ ਗਲੋਬਲ ਸਕੂਲ ਦੇ ਅਕਾਦਮਿਕ ਸ਼ੈਸ਼ਨ ਦਾ ਆਰੰਭ, ਸ੍ਰੀ ਸੁਖਮਨੀ ਸਾਹਿਬ ਦੇ ਪਾਠ ਦਾ ਭੋਗ ਪਾ ਕੇ ਕੀਤਾ <box>8 1209 366 1276</box>
headline: ਮੁੱਖ ਮੰਤਰੀ ਨੇ ਦਿੱਤੀ ਹੁਸ਼ਿਆਰਪੁਰ ਨੂੰ ਵੱਡੀ ਸੌਗਾਤ <box>8 1728 341 1750</box>
violence-headline: ਹਿੰਸਾ ਤੋਂ ਬਾਅਦ ਚਾਰ... <box>760 752 924 776</box>
iran-war-headline: ਇਰਾਨੀ ਅਮਰੀਕਾ ਜੰਗ ਨਾਲ ਸਬੰਧਤ ਘਟਨਾਵਾਂ... <box>760 555 1052 575</box>
school-event-photo <box>8 1281 374 1517</box>
story-body: ਮੰਡੀ ਗੋਬਿੰਦਗੜ੍ਹ, 7 ਅਪ੍ਰੈਲ (ਕੁਲਦੀਪ ਸਿੰਘ ਵਿਰਦੀ) ਦੇਸ਼ ਭਗਤ ਗਲੋਬਲ ਸਕੂਲ ਵਿਖੇ ਨਵੇਂ ਅਕਾਦਮਿਕ ਸੈਸ਼ਨ ਦੀ ਸ਼ੁਰੂਆਤ ਸ੍ਰੀ ਸੁਖਮਨੀ ਸਾਹਿਬ ਜੀ ਦੇ ਪਾਠ ਦਾ ਭੋਗ ਪਾ ਕੇ ਕੀਤੀ ਗਈ। ਇਸ ਮੌਕੇ ਸਕੂਲ ਪ੍ਰਬੰਧਕਾਂ, ਅਧਿਆਪਕਾਂ ਅਤੇ ਵਿਦਿਆਰਥੀਆਂ ਨੇ ਹਾਜ਼ਰੀ ਭਰੀ ਅਤੇ ਸਰਬੱਤ ਦੇ ਭਲੇ ਦੀ ਅਰਦਾਸ ਕੀਤੀ। ਪ੍ਰਿੰਸੀਪਲ ਨੇ ਵਿਦਿਆਰਥੀਆਂ ਨੂੰ ਨਵੇਂ ਸੈਸ਼ਨ ਦੀਆਂ ਸ਼ੁੱਭਕਾਮਨਾਵਾਂ ਦਿੱਤੀਆਂ ਅਤੇ ਮਿਹਨਤ ਨਾਲ ਪੜ੍ਹਾਈ ਕਰਨ ਲਈ ਪ੍ਰੇਰਿਤ ਕੀਤਾ। <box>8 1525 374 1626</box>
column-rule <box>380 73 381 2356</box>
sukhbir-body: ਸਿੰਘ ਬਾਦਲ ਨੇ ਉਮੀਦਵਾਰਾਂ ਦੀ ਸੂਚੀ ਜਾਰੀ ਕਰਦਿਆਂ ਕਿਹਾ ਕਿ ਪਾਰਟੀ ਪੂਰੀ ਤਾਕਤ ਨਾਲ ਚੋਣ ਮੈਦਾਨ ਵਿੱਚ ਉਤਰੇਗੀ। ਉਨ੍ਹਾਂ ਕਿਹਾ ਕਿ ਸ਼੍ਰੋਮਣੀ ਅਕਾਲੀ ਦਲ ਹੀ ਪੰਜਾਬ ਦੇ ਹੱਕਾਂ ਦੀ ਰਾਖੀ ਕਰ ਸਕਦਾ ਹੈ। ਐਲਾਨੇ ਗਏ ਉਮੀਦਵਾਰਾਂ ਵਿੱਚ ਕਈ ਨੌਜਵਾਨ ਚਿਹਰੇ ਵੀ ਸ਼ਾਮਲ ਹਨ। ਪਾਰਟੀ ਵਰਕਰਾਂ ਨੇ ਇਸ ਫ਼ੈਸਲੇ ਦਾ ਸਵਾਗਤ ਕੀਤਾ ਅਤੇ ਜਿੱਤ ਦਾ ਦਾਅਵਾ ਕੀਤਾ। ਉਨ੍ਹਾਂ ਕਿਹਾ ਕਿ ਕਿਸਾਨਾਂ, ਮਜ਼ਦੂਰਾਂ ਅਤੇ ਵਪਾਰੀਆਂ ਦੇ ਮਸਲਿਆਂ ਨੂੰ ਪਹਿਲ ਦਿੱਤੀ ਜਾਵੇਗੀ। <box>760 1419 1123 1520</box>
headline: ਖ਼ਾਲਸਾ ਕਾਲਜ ਮਹਿਤਾ ਦੇ ਕਾਮਰਸ ਵਿਭਾਗ ਦਾ ਨਤੀਜਾ ਰਿਹਾ ਸ਼ਾਨਦਾਰ <box>1140 589 1454 634</box>
lead-headline: ਫਿਲੌਰ ਕਲਸੀ ਨਗਰ ਨਿਵਾਸੀਆਂ ਦੇ ਵਫਦ ਨੇ ਪ੍ਰਧਾਨ ਮੰਤਰੀ ਨਰਿੰਦਰ ਮੋਦੀ, ਨਿਤਿਨ ਗਡਕਰੀ ਦੇ ਨਾਂ ਭਾਜਪਾ ਸਾਬਕਾ ਮੰਤਰੀ ਅਵਿਨਾਸ਼ ਚੰਦਰ ਨੂੰ ਮੰਗ ਪੱਤਰ ਸੌਂਪਿਆ <box>389 73 1120 130</box>
